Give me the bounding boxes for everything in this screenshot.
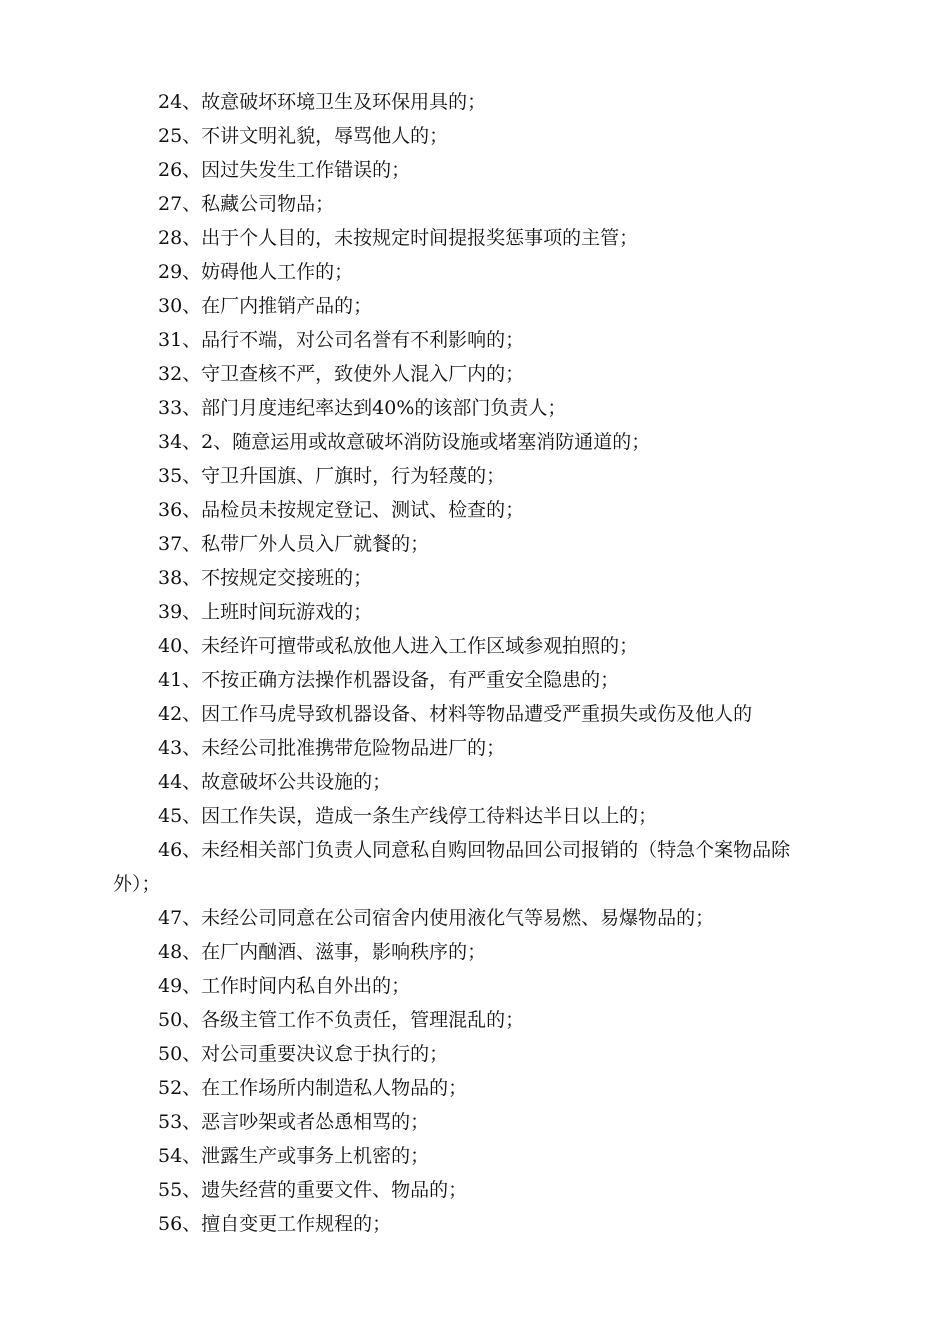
list-item: 34、2、随意运用或故意破坏消防设施或堵塞消防通道的； xyxy=(158,431,651,453)
list-item: 38、不按规定交接班的； xyxy=(158,567,373,589)
list-item: 29、妨碍他人工作的； xyxy=(158,261,354,283)
list-item: 33、部门月度违纪率达到40%的该部门负责人； xyxy=(158,397,567,419)
list-item: 28、出于个人目的，未按规定时间提报奖惩事项的主管； xyxy=(158,227,639,249)
list-item: 46、未经相关部门负责人同意私自购回物品回公司报销的（特急个案物品除外）； xyxy=(113,839,791,895)
list-item: 47、未经公司同意在公司宿舍内使用液化气等易燃、易爆物品的； xyxy=(158,907,715,929)
list-item: 25、不讲文明礼貌，辱骂他人的； xyxy=(158,125,449,147)
list-item: 24、故意破坏环境卫生及环保用具的； xyxy=(158,91,487,113)
list-item: 43、未经公司批准携带危险物品进厂的； xyxy=(158,737,506,759)
list-item: 35、守卫升国旗、厂旗时，行为轻蔑的； xyxy=(158,465,506,487)
list-item: 39、上班时间玩游戏的； xyxy=(158,601,373,623)
list-item: 27、私藏公司物品； xyxy=(158,193,335,215)
list-item: 50、对公司重要决议怠于执行的； xyxy=(158,1043,449,1065)
list-item: 44、故意破坏公共设施的； xyxy=(158,771,392,793)
list-item: 42、因工作马虎导致机器设备、材料等物品遭受严重损失或伤及他人的 xyxy=(158,703,753,725)
list-item: 30、在厂内推销产品的； xyxy=(158,295,373,317)
list-item: 52、在工作场所内制造私人物品的； xyxy=(158,1077,468,1099)
list-item: 36、品检员未按规定登记、测试、检查的； xyxy=(158,499,525,521)
list-item: 48、在厂内酗酒、滋事，影响秩序的； xyxy=(158,941,487,963)
list-item: 56、擅自变更工作规程的； xyxy=(158,1213,392,1235)
list-item: 26、因过失发生工作错误的； xyxy=(158,159,411,181)
list-item: 53、恶言吵架或者怂恿相骂的； xyxy=(158,1111,430,1133)
rules-list xyxy=(113,85,833,1241)
list-item: 45、因工作失误，造成一条生产线停工待料达半日以上的； xyxy=(158,805,658,827)
list-item: 32、守卫查核不严，致使外人混入厂内的； xyxy=(158,363,525,385)
list-item: 37、私带厂外人员入厂就餐的； xyxy=(158,533,430,555)
list-item: 41、不按正确方法操作机器设备，有严重安全隐患的； xyxy=(158,669,620,691)
list-item: 40、未经许可擅带或私放他人进入工作区域参观拍照的； xyxy=(158,635,639,657)
list-item: 55、遗失经营的重要文件、物品的； xyxy=(158,1179,468,1201)
list-item: 31、品行不端，对公司名誉有不利影响的； xyxy=(158,329,525,351)
list-item: 50、各级主管工作不负责任，管理混乱的； xyxy=(158,1009,525,1031)
list-item: 49、工作时间内私自外出的； xyxy=(158,975,411,997)
list-item: 54、泄露生产或事务上机密的； xyxy=(158,1145,430,1167)
